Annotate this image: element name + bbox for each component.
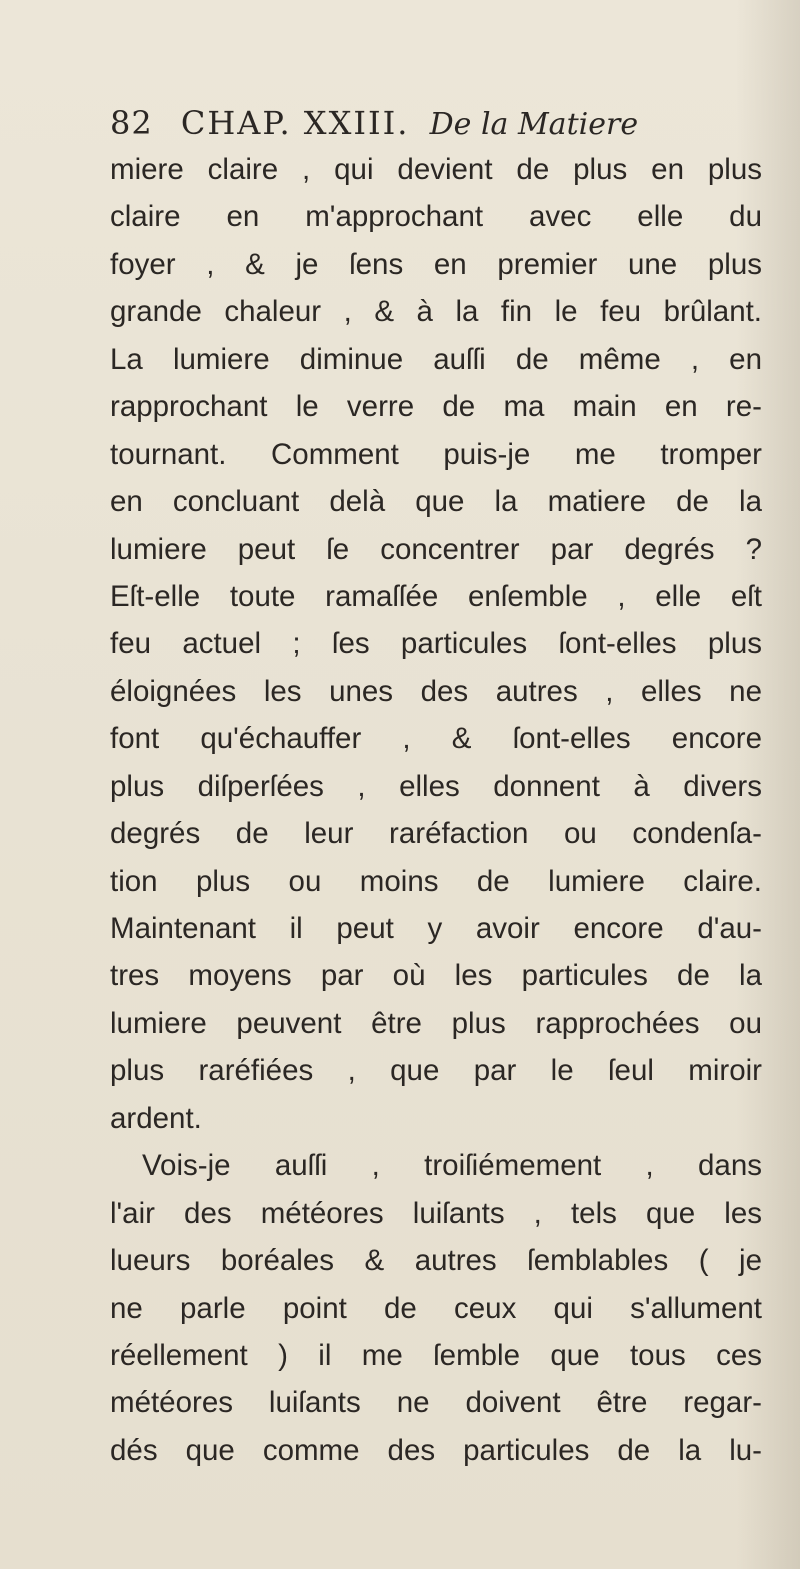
text-line: Eſt-elle toute ramaſſée enſemble , elle eſt: [110, 579, 762, 613]
text-line: lueurs boréales & autres ſemblables ( je: [110, 1244, 762, 1278]
text-line: rapprochant le verre de ma main en re-: [110, 390, 762, 424]
text-line: dés que comme des particules de la lu-: [110, 1433, 762, 1467]
text-line: Vois-je auſſi , troiſiémement , dans: [142, 1149, 762, 1183]
text-line: grande chaleur , & à la fin le feu brûlant.: [110, 295, 762, 329]
text-line: plus raréfiées , que par le ſeul miroir: [110, 1054, 762, 1088]
body-text: [110, 146, 762, 1474]
text-line: tres moyens par où les particules de la: [110, 959, 762, 993]
text-line: l'air des météores luiſants , tels que les: [110, 1196, 762, 1230]
text-line: plus diſperſées , elles donnent à divers: [110, 769, 762, 803]
page-number: 82: [110, 104, 153, 142]
text-line: en concluant delà que la matiere de la: [110, 485, 762, 519]
chapter-heading: CHAP. XXIII.: [180, 104, 410, 142]
text-line: ardent.: [110, 1101, 202, 1135]
text-line: feu actuel ; ſes particules ſont-elles plus: [110, 627, 762, 661]
text-line: La lumiere diminue auſſi de même , en: [110, 342, 762, 376]
chapter-subject: De la Matiere: [429, 107, 639, 142]
text-line: tion plus ou moins de lumiere claire.: [110, 864, 762, 898]
text-line: lumiere peuvent être plus rapprochées ou: [110, 1006, 762, 1040]
text-line: degrés de leur raréfaction ou condenſa-: [110, 817, 762, 851]
text-line: ne parle point de ceux qui s'allument: [110, 1291, 762, 1325]
text-line: éloignées les unes des autres , elles ne: [110, 674, 762, 708]
text-line: météores luiſants ne doivent être regar-: [110, 1386, 762, 1420]
text-line: Maintenant il peut y avoir encore d'au-: [110, 912, 762, 945]
text-line: tournant. Comment puis-je me tromper: [110, 437, 762, 471]
running-head: [110, 100, 760, 146]
text-line: réellement ) il me ſemble que tous ces: [110, 1338, 762, 1372]
text-line: font qu'échauffer , & ſont-elles encore: [110, 722, 762, 756]
text-line: claire en m'approchant avec elle du: [110, 200, 762, 234]
text-line: lumiere peut ſe concentrer par degrés ?: [110, 532, 762, 566]
text-line: foyer , & je ſens en premier une plus: [110, 247, 762, 281]
text-line: miere claire , qui devient de plus en plus: [110, 153, 762, 186]
